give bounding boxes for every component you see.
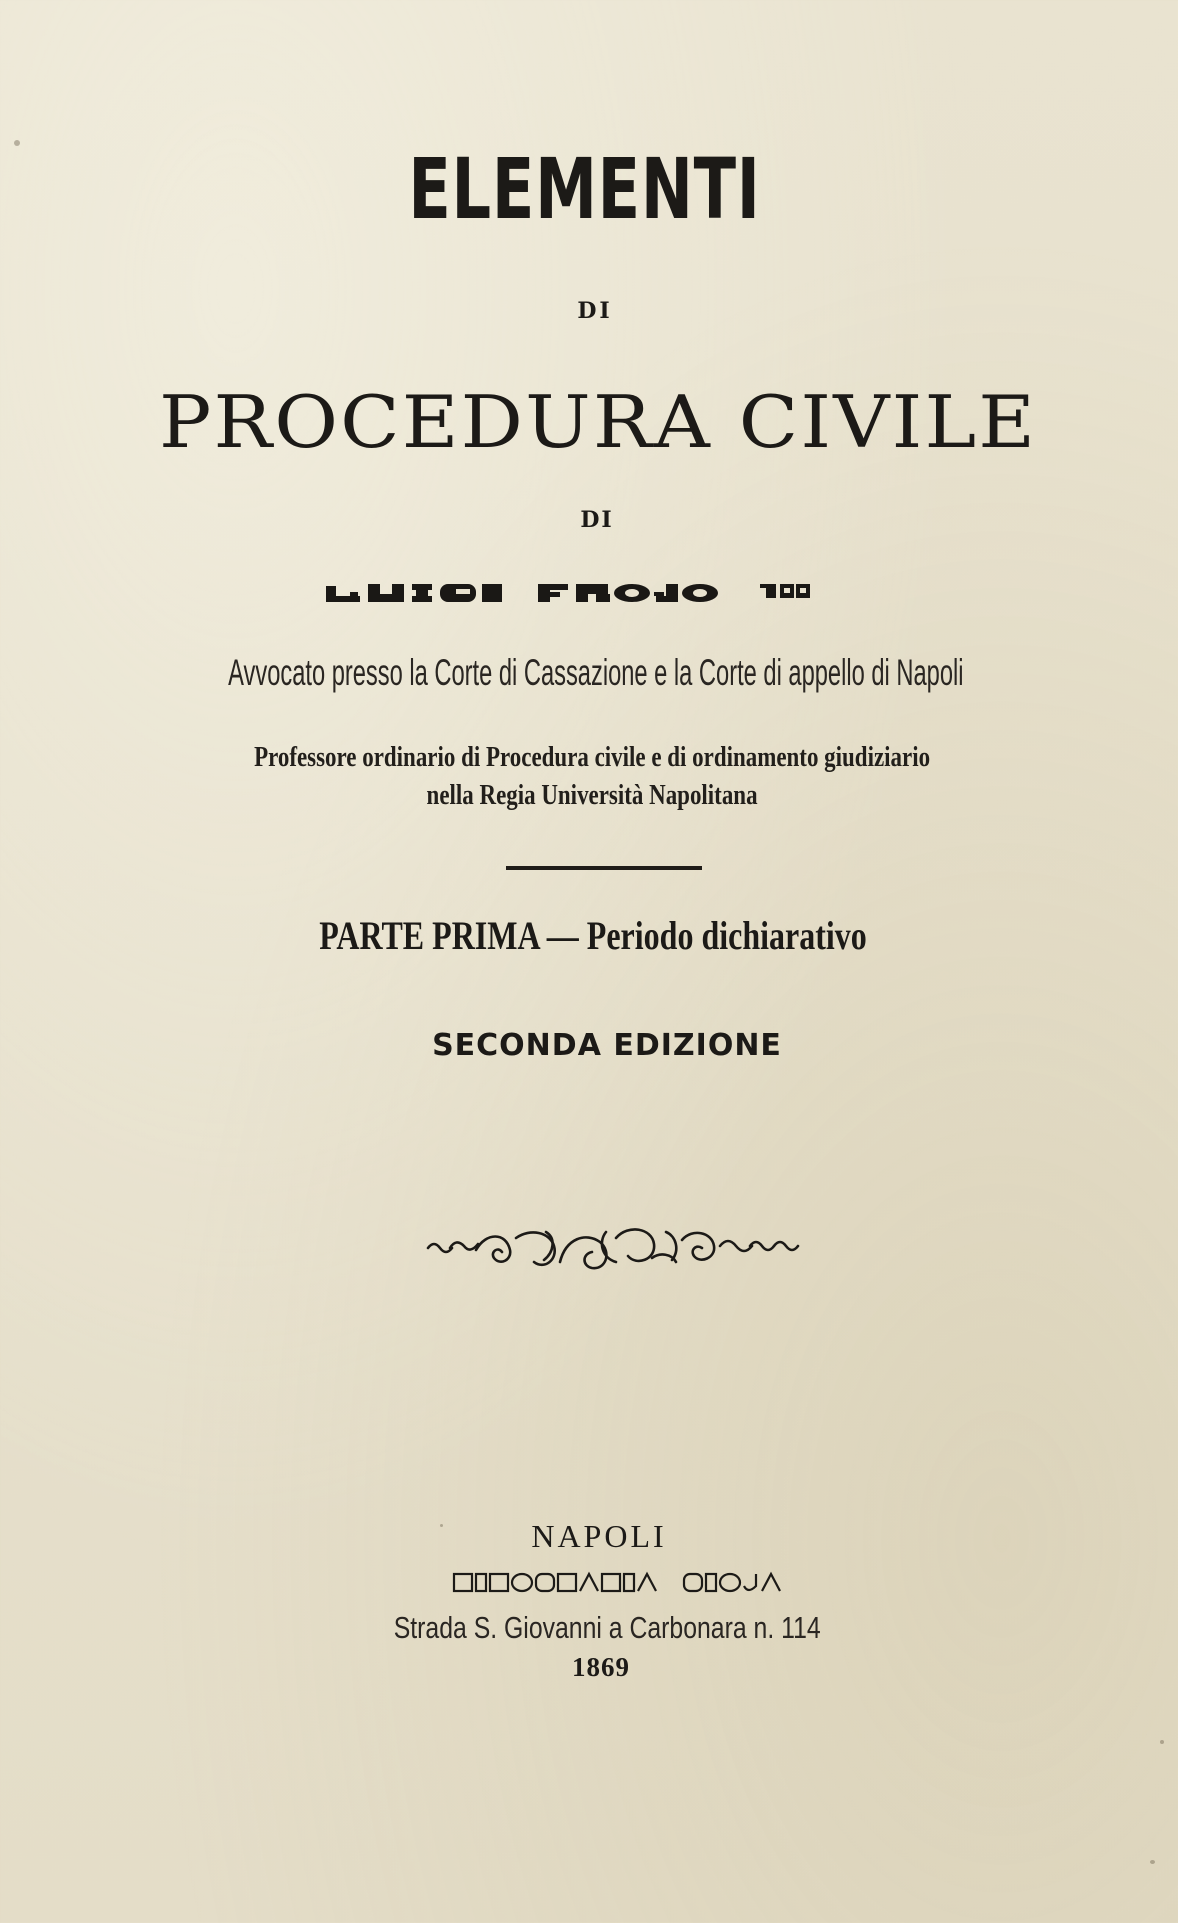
edition-label: SECONDA EDIZIONE xyxy=(432,1028,782,1063)
imprint-address: Strada S. Giovanni a Carbonara n. 114 xyxy=(393,1610,821,1645)
imprint-city: NAPOLI xyxy=(531,1518,667,1554)
connector-di-author: DI xyxy=(580,507,614,533)
professor-line-1: Professore ordinario di Procedura civile e di ordinamento giudiziario xyxy=(254,742,931,773)
author-name-lettering xyxy=(326,580,976,606)
printer-name-lettering xyxy=(452,1571,788,1595)
divider-rule xyxy=(506,866,702,870)
paper-speck xyxy=(14,140,20,146)
connector-di-top: DI xyxy=(577,298,613,324)
paper-speck xyxy=(1160,1740,1164,1744)
book-subtitle: PROCEDURA CIVILE xyxy=(158,380,1038,464)
book-title: ELEMENTI xyxy=(408,140,761,238)
imprint-year: 1869 xyxy=(572,1652,630,1682)
paper-speck xyxy=(1150,1860,1155,1864)
part-heading: PARTE PRIMA — Periodo dichiarativo xyxy=(319,913,867,958)
paper-speck xyxy=(440,1524,443,1527)
professor-line-2: nella Regia Università Napolitana xyxy=(426,780,758,811)
author-affiliation: Avvocato presso la Corte di Cassazione e la Corte di appello di Napoli xyxy=(228,652,964,693)
scroll-flourish-icon xyxy=(420,1218,810,1274)
